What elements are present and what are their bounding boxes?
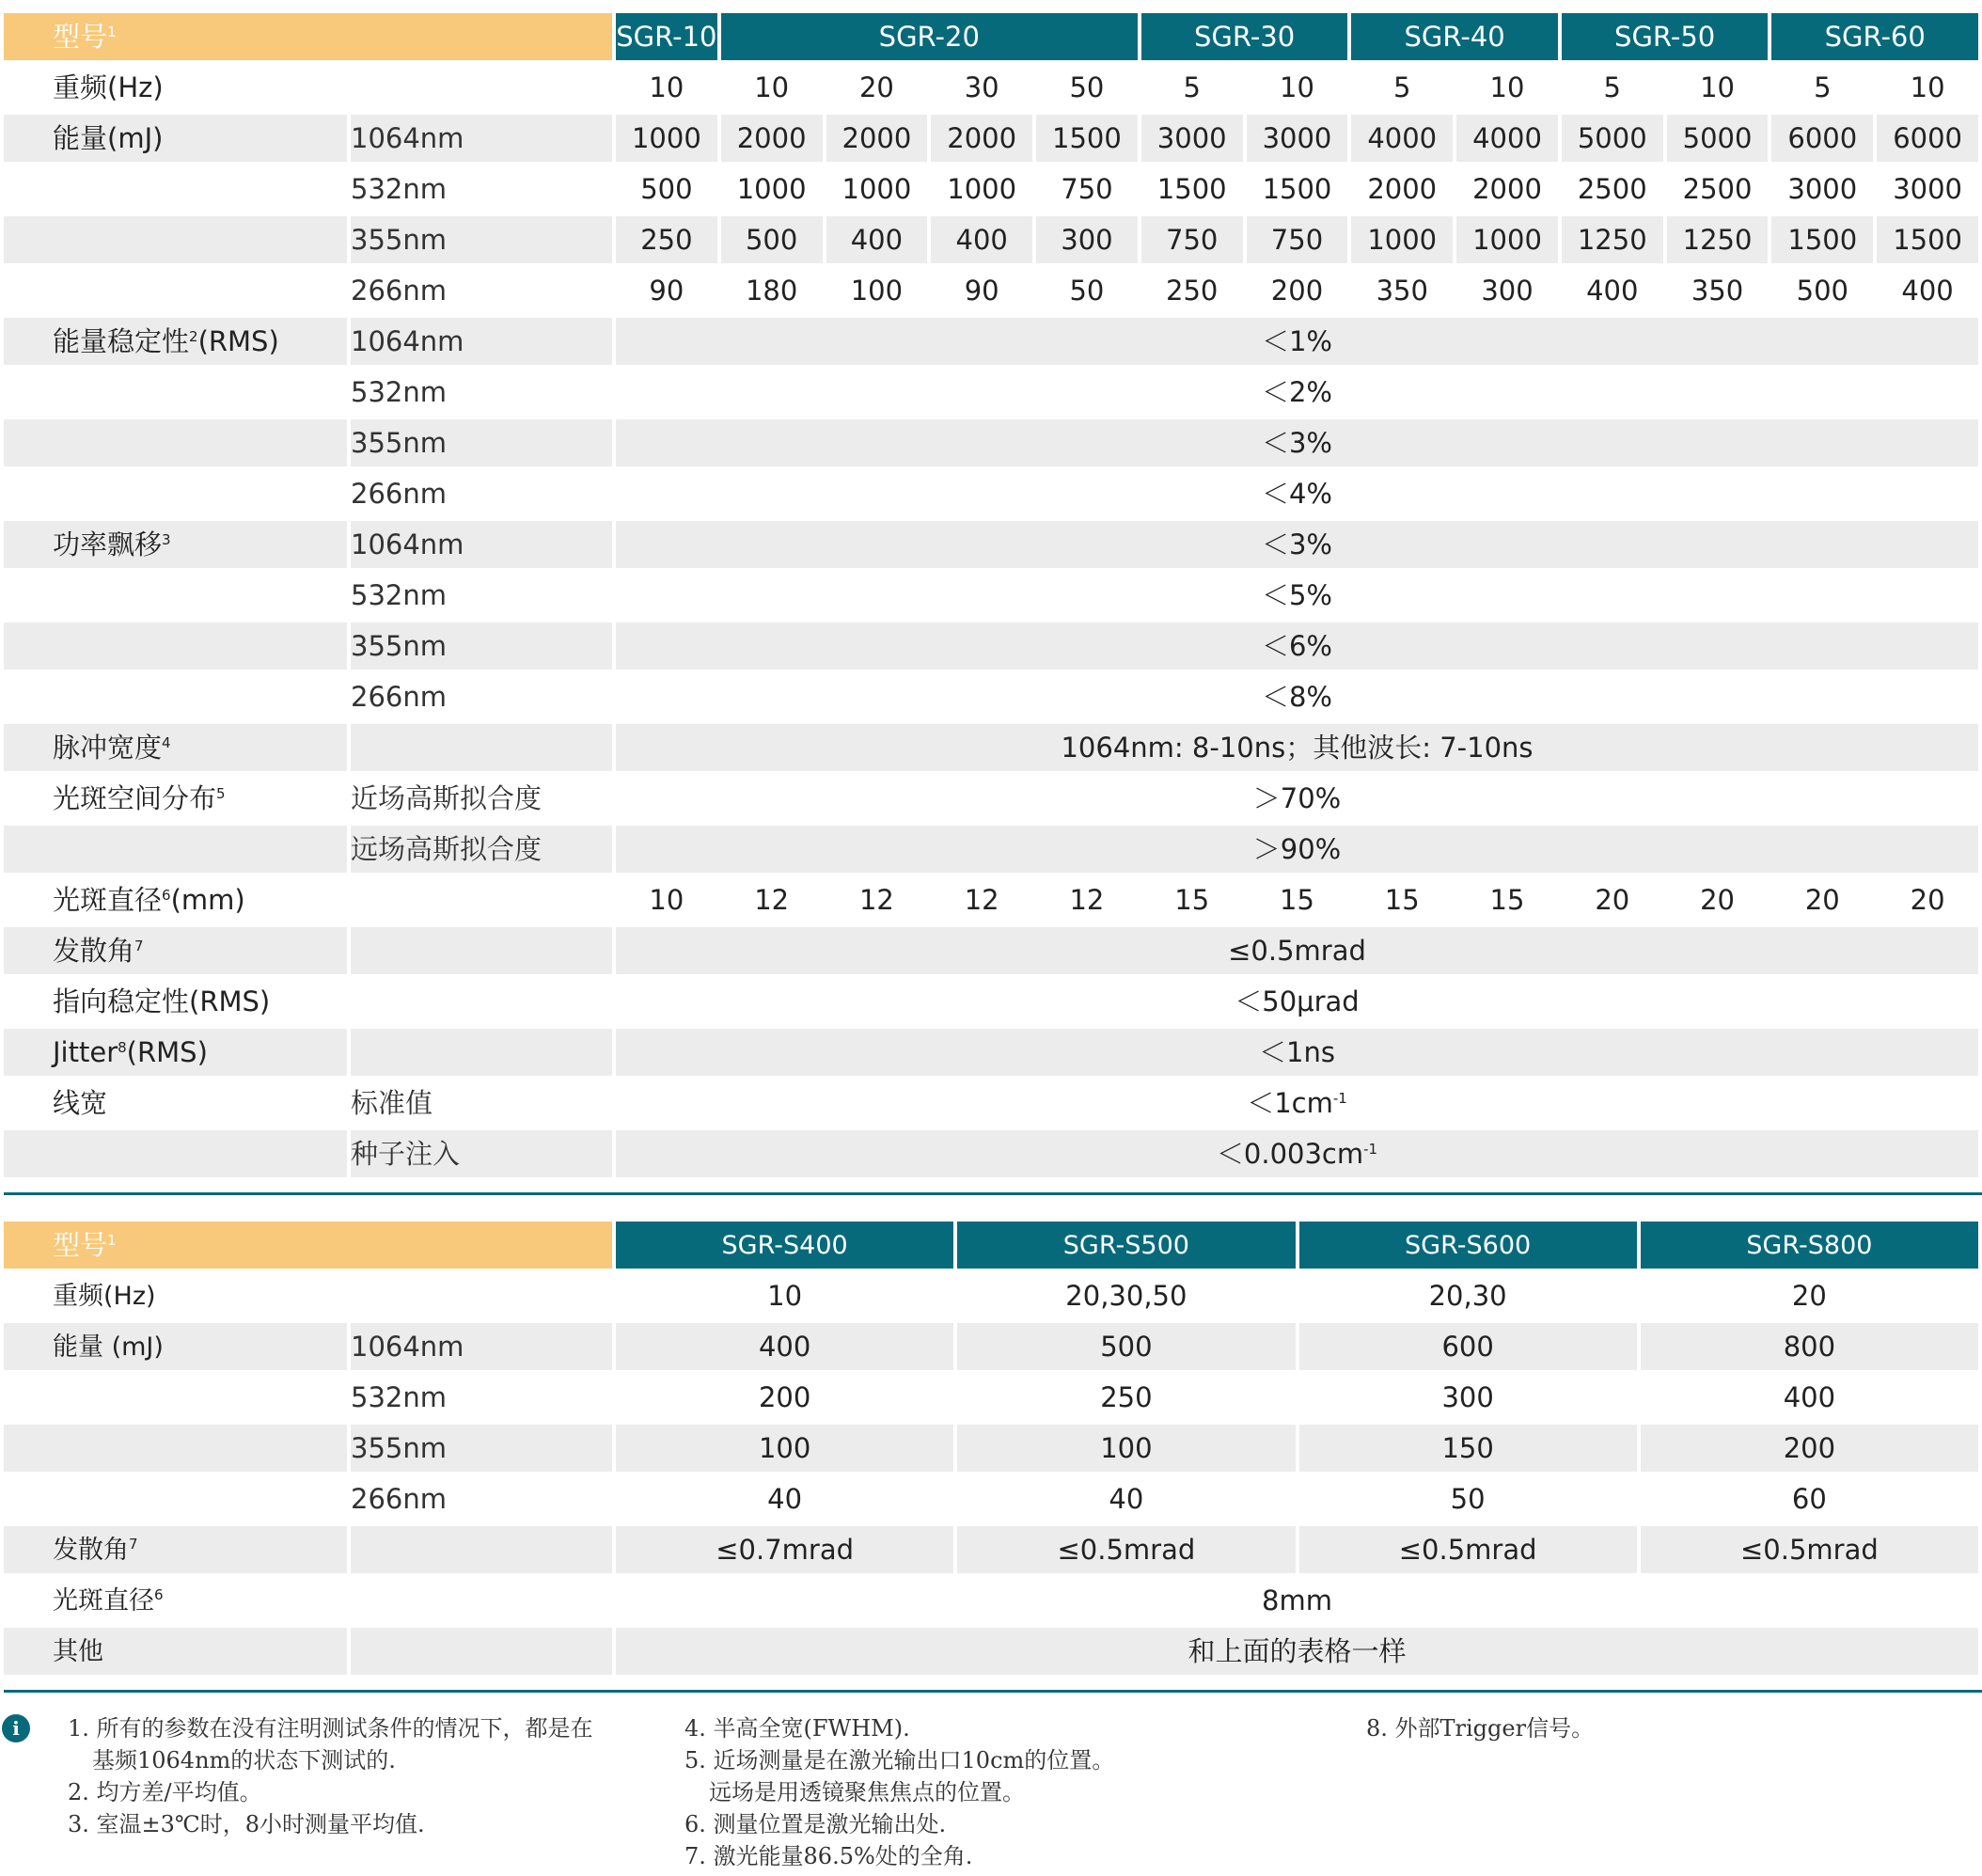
spanned-value-text: ＜8%	[1261, 680, 1332, 713]
wavelength-label: 355nm	[351, 1425, 612, 1472]
model-header: SGR-10	[616, 13, 717, 60]
note-line: 5. 近场测量是在激光输出口10cm的位置。	[684, 1747, 1115, 1774]
linewidth-label	[4, 1080, 347, 1127]
divergence-label-text: 发散角	[53, 934, 135, 967]
divergence-label	[4, 1526, 347, 1573]
value-cell: 750	[1247, 216, 1348, 263]
value-cell: 1500	[1156, 172, 1227, 205]
pulse-label-text: 脉冲宽度	[53, 731, 163, 764]
divergence-label	[4, 927, 347, 974]
model-header: SGR-S600	[1299, 1222, 1637, 1269]
row-sublabel: 532nm	[351, 578, 447, 611]
value-cell: 40	[1109, 1482, 1144, 1515]
value-cell: 500	[957, 1323, 1295, 1370]
value-cell: 2000	[1472, 172, 1542, 205]
value-cell: 1250	[1667, 216, 1769, 263]
value-cell: 2000	[931, 115, 1032, 162]
note-line: 4. 半高全宽(FWHM).	[684, 1715, 910, 1742]
spanned-value: ＜50μrad	[1235, 985, 1360, 1017]
value-cell: 400	[931, 216, 1032, 263]
value-cell: 100	[616, 1425, 953, 1472]
superscript: -1	[1363, 1140, 1378, 1158]
value-cell: 20,30	[1428, 1279, 1507, 1312]
model-header-label-text: 型号	[53, 1228, 108, 1261]
energy-row	[4, 1425, 1978, 1472]
table-divider	[4, 1192, 1982, 1195]
row-sublabel	[351, 927, 612, 974]
freq-row	[4, 64, 1978, 111]
value-cell: 10	[1910, 71, 1945, 103]
spanned-value-text: ＜1cm	[1247, 1086, 1333, 1119]
row-sublabel	[351, 724, 612, 771]
diameter-label-footnote-ref: 6	[162, 886, 171, 904]
spanned-value-text: ＜6%	[1261, 629, 1332, 662]
value-cell: 90	[649, 274, 684, 307]
row-sublabel	[351, 876, 612, 923]
divergence-label-text: 发散角	[53, 1535, 129, 1565]
value-cell: 5000	[1562, 115, 1663, 162]
value-cell: 20,30,50	[1065, 1279, 1188, 1312]
value-cell: 300	[1036, 216, 1138, 263]
info-icon: i	[2, 1714, 30, 1742]
drift-label-footnote-ref: 3	[162, 530, 171, 548]
row-sublabel	[351, 64, 612, 111]
note-line: 1. 所有的参数在没有注明测试条件的情况下，都是在	[68, 1715, 593, 1742]
value-cell: 250	[616, 216, 717, 263]
wavelength-label: 532nm	[351, 172, 447, 205]
value-cell: 500	[721, 216, 823, 263]
value-cell: 5	[1814, 71, 1832, 103]
model-header: SGR-60	[1771, 13, 1978, 60]
value-cell: 4000	[1456, 115, 1558, 162]
row-label: 能量 (mJ)	[4, 1323, 347, 1370]
value-cell: 2500	[1577, 172, 1647, 205]
spanned-value-text: ＜3%	[1261, 426, 1332, 459]
value-cell: 50	[1069, 71, 1105, 103]
row-label	[4, 826, 347, 873]
stability-row	[4, 318, 1978, 365]
spatial-label	[4, 775, 347, 822]
wavelength-label: 266nm	[351, 274, 447, 307]
value-cell: 10	[649, 883, 684, 916]
row-label	[4, 166, 347, 213]
spanned-value	[616, 369, 1978, 416]
jitter-label-text: Jitter	[53, 1035, 118, 1068]
value-cell: 20	[1700, 883, 1735, 916]
value-cell: 20	[1804, 883, 1840, 916]
row-label	[4, 267, 347, 314]
value-cell: 20	[1595, 883, 1630, 916]
drift-label	[4, 521, 347, 568]
value-cell: 10	[1489, 71, 1525, 103]
spanned-value-text: ＜1%	[1261, 324, 1332, 357]
value-cell: 200	[758, 1380, 811, 1413]
pulse-label-footnote-ref: 4	[162, 733, 171, 751]
jitter-label-unit: (RMS)	[126, 1035, 208, 1068]
value-cell: 1500	[1262, 172, 1332, 205]
value-cell: 400	[1783, 1380, 1836, 1413]
row-label: 重频(Hz)	[53, 1281, 156, 1311]
model-header: SGR-50	[1562, 13, 1769, 60]
spatial-label-text: 光斑空间分布	[53, 781, 217, 814]
spanned-value	[616, 623, 1978, 670]
notes-col-1	[68, 1712, 593, 1840]
spatial-row	[4, 775, 1978, 822]
spec-table-sgr	[0, 9, 1982, 1181]
row-sublabel: 1064nm	[351, 318, 612, 365]
row-sublabel: 种子注入	[351, 1130, 612, 1177]
value-cell: 5	[1183, 71, 1201, 103]
energy-row	[4, 1323, 1978, 1370]
row-label	[4, 673, 347, 720]
drift-label-text: 功率飘移	[53, 528, 163, 560]
row-label	[4, 572, 347, 619]
spanned-value-text: ＜5%	[1261, 578, 1332, 611]
value-cell: 15	[1489, 883, 1525, 916]
wavelength-label: 355nm	[351, 216, 612, 263]
stability-label	[4, 318, 347, 365]
row-label	[4, 1475, 347, 1522]
model-header-label	[4, 1222, 612, 1269]
row-label	[4, 1374, 347, 1421]
spanned-value	[616, 1130, 1978, 1177]
spanned-value	[616, 673, 1978, 720]
spanned-value	[616, 419, 1978, 466]
notes-col-3	[1366, 1712, 1594, 1744]
stability-label-unit: (RMS)	[197, 324, 279, 357]
value-cell: 500	[640, 172, 693, 205]
spanned-value: 和上面的表格一样	[616, 1628, 1978, 1675]
value-cell: 50	[1450, 1482, 1486, 1515]
diameter-row	[4, 876, 1978, 923]
energy-row	[4, 166, 1978, 213]
value-cell: 3000	[1247, 115, 1348, 162]
row-sublabel: 标准值	[351, 1086, 433, 1119]
linewidth-row	[4, 1130, 1978, 1177]
value-cell: 5	[1603, 71, 1621, 103]
row-label	[4, 216, 347, 263]
pulse-row	[4, 724, 1978, 771]
value-cell: 1000	[947, 172, 1017, 205]
row-sublabel: 远场高斯拟合度	[351, 826, 612, 873]
stability-label-text: 能量稳定性	[53, 324, 190, 357]
value-cell: 12	[858, 883, 894, 916]
row-sublabel: 532nm	[351, 375, 447, 408]
spanned-value	[616, 521, 1978, 568]
pointing-label: 指向稳定性(RMS)	[53, 985, 271, 1017]
value-cell: 300	[1481, 274, 1534, 307]
value-cell: 1500	[1036, 115, 1138, 162]
pulse-label	[4, 724, 347, 771]
model-header: SGR-40	[1351, 13, 1558, 60]
table-divider-bottom	[4, 1690, 1982, 1693]
model-header: SGR-S400	[616, 1222, 953, 1269]
freq-row	[4, 1272, 1978, 1319]
diameter-label	[4, 876, 347, 923]
row-sublabel	[351, 1526, 612, 1573]
spanned-value-text: ＞70%	[1252, 781, 1342, 814]
value-cell: ≤0.5mrad	[1641, 1526, 1978, 1573]
value-cell: 750	[1141, 216, 1243, 263]
drift-row	[4, 521, 1978, 568]
stability-row	[4, 369, 1978, 416]
model-header: SGR-S500	[957, 1222, 1295, 1269]
diameter-label-footnote-ref: 6	[154, 1585, 164, 1603]
energy-row	[4, 267, 1978, 314]
row-label	[4, 623, 347, 670]
value-cell: 400	[826, 216, 928, 263]
diameter-label-text: 光斑直径	[53, 883, 163, 916]
spanned-value: ＜1ns	[616, 1029, 1978, 1076]
stability-label-footnote-ref: 2	[189, 327, 198, 345]
spanned-value	[616, 470, 1978, 517]
note-line: 3. 室温±3℃时，8小时测量平均值.	[68, 1811, 425, 1837]
value-cell: 50	[1069, 274, 1105, 307]
value-cell: 20	[1791, 1279, 1827, 1312]
note-line: 2. 均方差/平均值。	[68, 1779, 262, 1805]
wavelength-label: 532nm	[351, 1380, 447, 1413]
value-cell: 4000	[1351, 115, 1453, 162]
row-sublabel	[351, 978, 612, 1025]
value-cell: 20	[858, 71, 894, 103]
energy-row	[4, 1475, 1978, 1522]
value-cell: 1000	[842, 172, 912, 205]
other-label: 其他	[4, 1628, 347, 1675]
value-cell: 12	[1069, 883, 1105, 916]
header-row	[4, 13, 1978, 60]
other-row	[4, 1628, 1978, 1675]
spanned-value: 8mm	[1262, 1584, 1332, 1616]
value-cell: 90	[964, 274, 999, 307]
value-cell: 2000	[721, 115, 823, 162]
value-cell: 5	[1393, 71, 1411, 103]
value-cell: 6000	[1771, 115, 1873, 162]
note-line: 基频1064nm的状态下测试的.	[92, 1747, 396, 1774]
spatial-row	[4, 826, 1978, 873]
value-cell: 400	[1586, 274, 1639, 307]
value-cell: 10	[1280, 71, 1314, 103]
row-sublabel: 近场高斯拟合度	[351, 781, 543, 814]
row-label	[4, 1130, 347, 1177]
divergence-row	[4, 1526, 1978, 1573]
row-sublabel: 266nm	[351, 477, 447, 510]
model-header: SGR-S800	[1641, 1222, 1978, 1269]
value-cell: 200	[1270, 274, 1324, 307]
value-cell: 1000	[1456, 216, 1558, 263]
divergence-label-footnote-ref: 7	[134, 937, 144, 954]
linewidth-row	[4, 1080, 1978, 1127]
row-sublabel	[351, 1628, 612, 1675]
row-sublabel: 355nm	[351, 623, 612, 670]
value-cell: 400	[1901, 274, 1954, 307]
value-cell: 15	[1384, 883, 1420, 916]
drift-row	[4, 572, 1978, 619]
value-cell: 250	[1100, 1380, 1153, 1413]
value-cell: 100	[850, 274, 904, 307]
value-cell: 3000	[1141, 115, 1243, 162]
row-sublabel	[351, 1272, 612, 1319]
row-sublabel	[351, 1577, 612, 1624]
spanned-value	[616, 775, 1978, 822]
value-cell: 20	[1910, 883, 1945, 916]
value-cell: 10	[767, 1279, 803, 1312]
value-cell: 1500	[1771, 216, 1873, 263]
row-label: 重频(Hz)	[53, 71, 164, 103]
spanned-value: ≤0.5mrad	[616, 927, 1978, 974]
spanned-value	[616, 826, 1978, 873]
stability-row	[4, 419, 1978, 466]
value-cell: 2000	[1367, 172, 1438, 205]
spanned-value-text: ＜4%	[1261, 477, 1332, 510]
value-cell: 1250	[1562, 216, 1663, 263]
note-line: 远场是用透镜聚焦焦点的位置。	[709, 1779, 1025, 1805]
spanned-value-text: ＜2%	[1261, 375, 1332, 408]
value-cell: 40	[767, 1482, 803, 1515]
value-cell: ≤0.7mrad	[616, 1526, 953, 1573]
drift-row	[4, 673, 1978, 720]
value-cell: 15	[1280, 883, 1314, 916]
model-header-label-text: 型号	[53, 20, 108, 53]
value-cell: 300	[1441, 1380, 1494, 1413]
wavelength-label: 1064nm	[351, 115, 612, 162]
model-header-label	[4, 13, 612, 60]
value-cell: 10	[1700, 71, 1735, 103]
header-row	[4, 1222, 1978, 1269]
spanned-value	[616, 318, 1978, 365]
value-cell: 1000	[616, 115, 717, 162]
spanned-value: 1064nm: 8-10ns；其他波长: 7-10ns	[616, 724, 1978, 771]
value-cell: 250	[1166, 274, 1219, 307]
spanned-value	[616, 572, 1978, 619]
row-label	[4, 470, 347, 517]
note-line: 6. 测量位置是激光输出处.	[684, 1811, 947, 1837]
jitter-label-footnote-ref: 8	[118, 1038, 127, 1056]
value-cell: 2000	[826, 115, 928, 162]
notes-col-2	[684, 1712, 1114, 1872]
spanned-value	[616, 1080, 1978, 1127]
value-cell: 3000	[1893, 172, 1962, 205]
value-cell: 6000	[1877, 115, 1978, 162]
linewidth-label-text: 线宽	[53, 1086, 108, 1119]
stability-row	[4, 470, 1978, 517]
energy-row	[4, 216, 1978, 263]
wavelength-label: 266nm	[351, 1482, 447, 1515]
value-cell: 200	[1641, 1425, 1978, 1472]
value-cell: 3000	[1787, 172, 1858, 205]
model-header: SGR-20	[721, 13, 1138, 60]
jitter-label	[4, 1029, 347, 1076]
superscript: -1	[1332, 1089, 1347, 1107]
value-cell: 5000	[1667, 115, 1769, 162]
diameter-label	[4, 1577, 347, 1624]
divergence-label-footnote-ref: 7	[129, 1535, 138, 1553]
row-sublabel: 266nm	[351, 680, 447, 713]
value-cell: 800	[1641, 1323, 1978, 1370]
model-header-label-footnote-ref: 1	[107, 1231, 117, 1249]
note-line: 8. 外部Trigger信号。	[1366, 1715, 1595, 1742]
value-cell: 10	[754, 71, 790, 103]
value-cell: 60	[1791, 1482, 1827, 1515]
value-cell: 12	[754, 883, 790, 916]
jitter-row	[4, 1029, 1978, 1076]
drift-row	[4, 623, 1978, 670]
value-cell: 10	[649, 71, 684, 103]
model-header: SGR-30	[1141, 13, 1348, 60]
spec-table-sgr-s	[0, 1218, 1982, 1679]
diameter-label-unit: (mm)	[170, 883, 245, 916]
value-cell: 1000	[736, 172, 807, 205]
value-cell: 350	[1691, 274, 1744, 307]
row-label	[4, 1425, 347, 1472]
wavelength-label: 1064nm	[351, 1323, 612, 1370]
pointing-row	[4, 978, 1978, 1025]
diameter-row	[4, 1577, 1978, 1624]
value-cell: 150	[1299, 1425, 1637, 1472]
footnotes	[0, 1707, 1982, 1876]
spanned-value-text: ＞90%	[1252, 832, 1342, 865]
diameter-label-text: 光斑直径	[53, 1585, 154, 1616]
spatial-label-footnote-ref: 5	[216, 784, 226, 802]
value-cell: 100	[957, 1425, 1295, 1472]
row-sublabel: 1064nm	[351, 521, 612, 568]
value-cell: 180	[745, 274, 798, 307]
divergence-row	[4, 927, 1978, 974]
value-cell: 1000	[1351, 216, 1453, 263]
value-cell: 350	[1376, 274, 1428, 307]
row-sublabel	[351, 1029, 612, 1076]
row-label: 能量(mJ)	[4, 115, 347, 162]
row-sublabel: 355nm	[351, 419, 612, 466]
energy-row	[4, 115, 1978, 162]
value-cell: 400	[616, 1323, 953, 1370]
value-cell: 30	[964, 71, 999, 103]
value-cell: 500	[1796, 274, 1848, 307]
spanned-value-text: ＜0.003cm	[1216, 1137, 1364, 1170]
value-cell: 12	[964, 883, 999, 916]
row-label	[4, 419, 347, 466]
value-cell: 2500	[1682, 172, 1753, 205]
spanned-value-text: ＜3%	[1261, 528, 1332, 560]
value-cell: ≤0.5mrad	[957, 1526, 1295, 1573]
value-cell: ≤0.5mrad	[1299, 1526, 1637, 1573]
row-label	[4, 369, 347, 416]
model-header-label-footnote-ref: 1	[107, 23, 117, 40]
value-cell: 1500	[1877, 216, 1978, 263]
value-cell: 600	[1299, 1323, 1637, 1370]
note-line: 7. 激光能量86.5%处的全角.	[684, 1843, 973, 1869]
energy-row	[4, 1374, 1978, 1421]
value-cell: 750	[1061, 172, 1113, 205]
value-cell: 15	[1174, 883, 1210, 916]
